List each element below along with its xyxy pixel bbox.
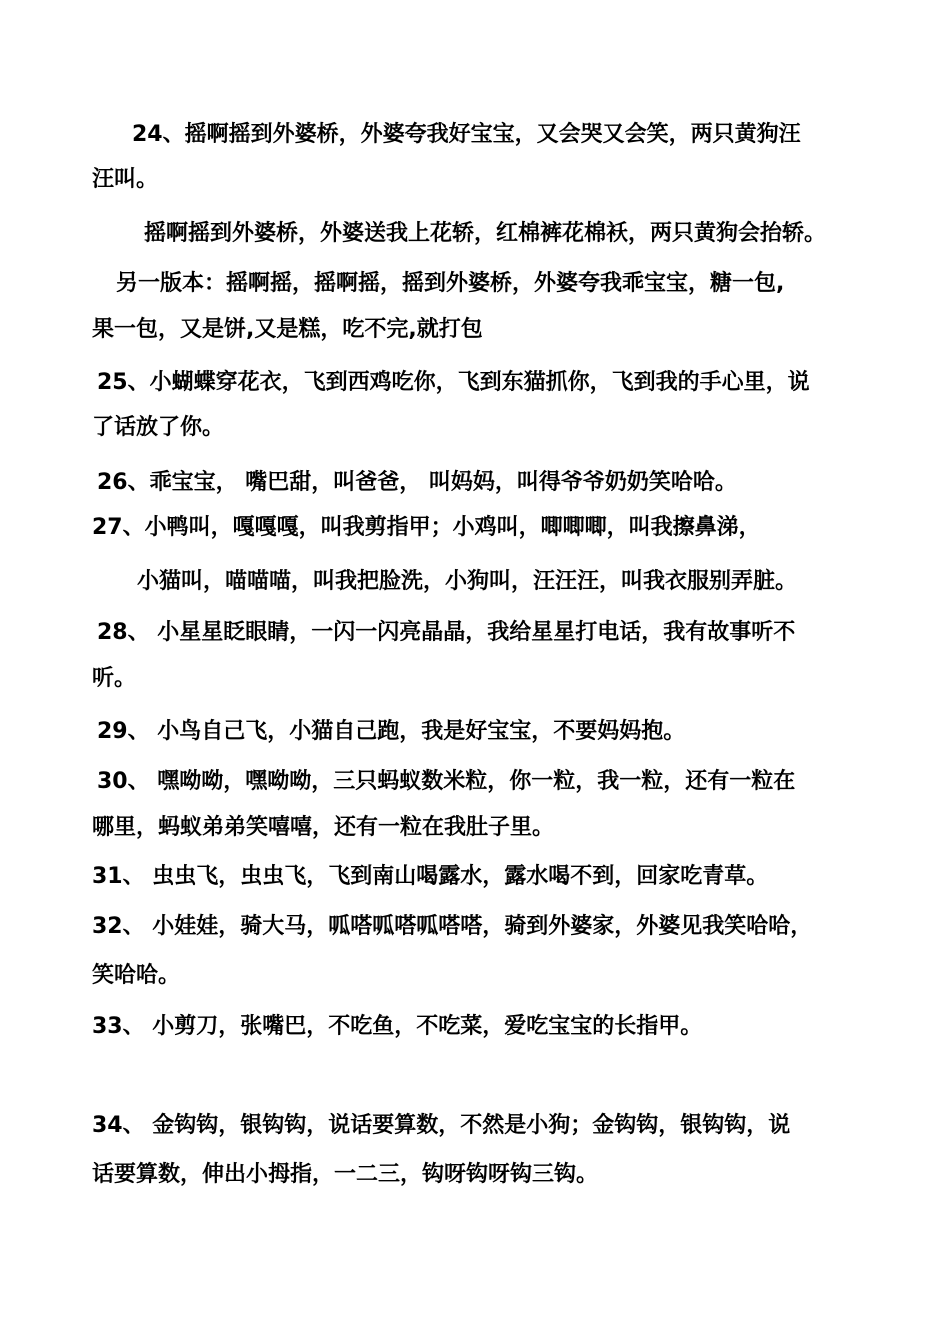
text-line: 摇啊摇到外婆桥，外婆送我上花轿，红棉裤花棉袄，两只黄狗会抬轿。 — [144, 221, 827, 246]
text-line: 27、小鸭叫，嘎嘎嘎，叫我剪指甲；小鸡叫，唧唧唧，叫我擦鼻涕， — [92, 515, 761, 540]
text-line: 了话放了你。 — [92, 415, 225, 440]
text-line: 26、乖宝宝， 嘴巴甜，叫爸爸， 叫妈妈，叫得爷爷奶奶笑哈哈。 — [97, 470, 737, 495]
text-line: 哪里，蚂蚁弟弟笑嘻嘻，还有一粒在我肚子里。 — [92, 815, 555, 840]
text-line: 24、摇啊摇到外婆桥，外婆夸我好宝宝，又会哭又会笑，两只黄狗汪 — [132, 122, 801, 147]
text-line: 听。 — [92, 666, 137, 691]
text-line: 31、 虫虫飞，虫虫飞，飞到南山喝露水，露水喝不到，回家吃青草。 — [92, 864, 769, 889]
text-line: 30、 嘿呦呦，嘿呦呦，三只蚂蚁数米粒，你一粒，我一粒，还有一粒在 — [97, 769, 796, 794]
text-line: 32、 小娃娃，骑大马，呱嗒呱嗒呱嗒嗒，骑到外婆家，外婆见我笑哈哈， — [92, 914, 813, 939]
text-line: 33、 小剪刀，张嘴巴，不吃鱼，不吃菜，爱吃宝宝的长指甲。 — [92, 1014, 703, 1039]
text-line: 34、 金钩钩，银钩钩，说话要算数，不然是小狗；金钩钩，银钩钩，说 — [92, 1113, 791, 1138]
text-line: 汪叫。 — [92, 167, 159, 192]
text-line: 笑哈哈。 — [92, 963, 181, 988]
text-line: 小猫叫，喵喵喵，叫我把脸洗，小狗叫，汪汪汪，叫我衣服别弄脏。 — [137, 569, 798, 594]
text-line: 25、小蝴蝶穿花衣，飞到西鸡吃你，飞到东猫抓你，飞到我的手心里，说 — [97, 370, 810, 395]
text-line: 另一版本：摇啊摇，摇啊摇，摇到外婆桥，外婆夸我乖宝宝，糖一包, — [116, 271, 785, 296]
text-line: 话要算数，伸出小拇指，一二三，钩呀钩呀钩三钩。 — [92, 1162, 599, 1187]
text-line: 29、 小鸟自己飞，小猫自己跑，我是好宝宝，不要妈妈抱。 — [97, 719, 686, 744]
text-line: 果一包，又是饼,又是糕，吃不完,就打包 — [92, 317, 483, 342]
text-line: 28、 小星星眨眼睛，一闪一闪亮晶晶，我给星星打电话，我有故事听不 — [97, 620, 796, 645]
